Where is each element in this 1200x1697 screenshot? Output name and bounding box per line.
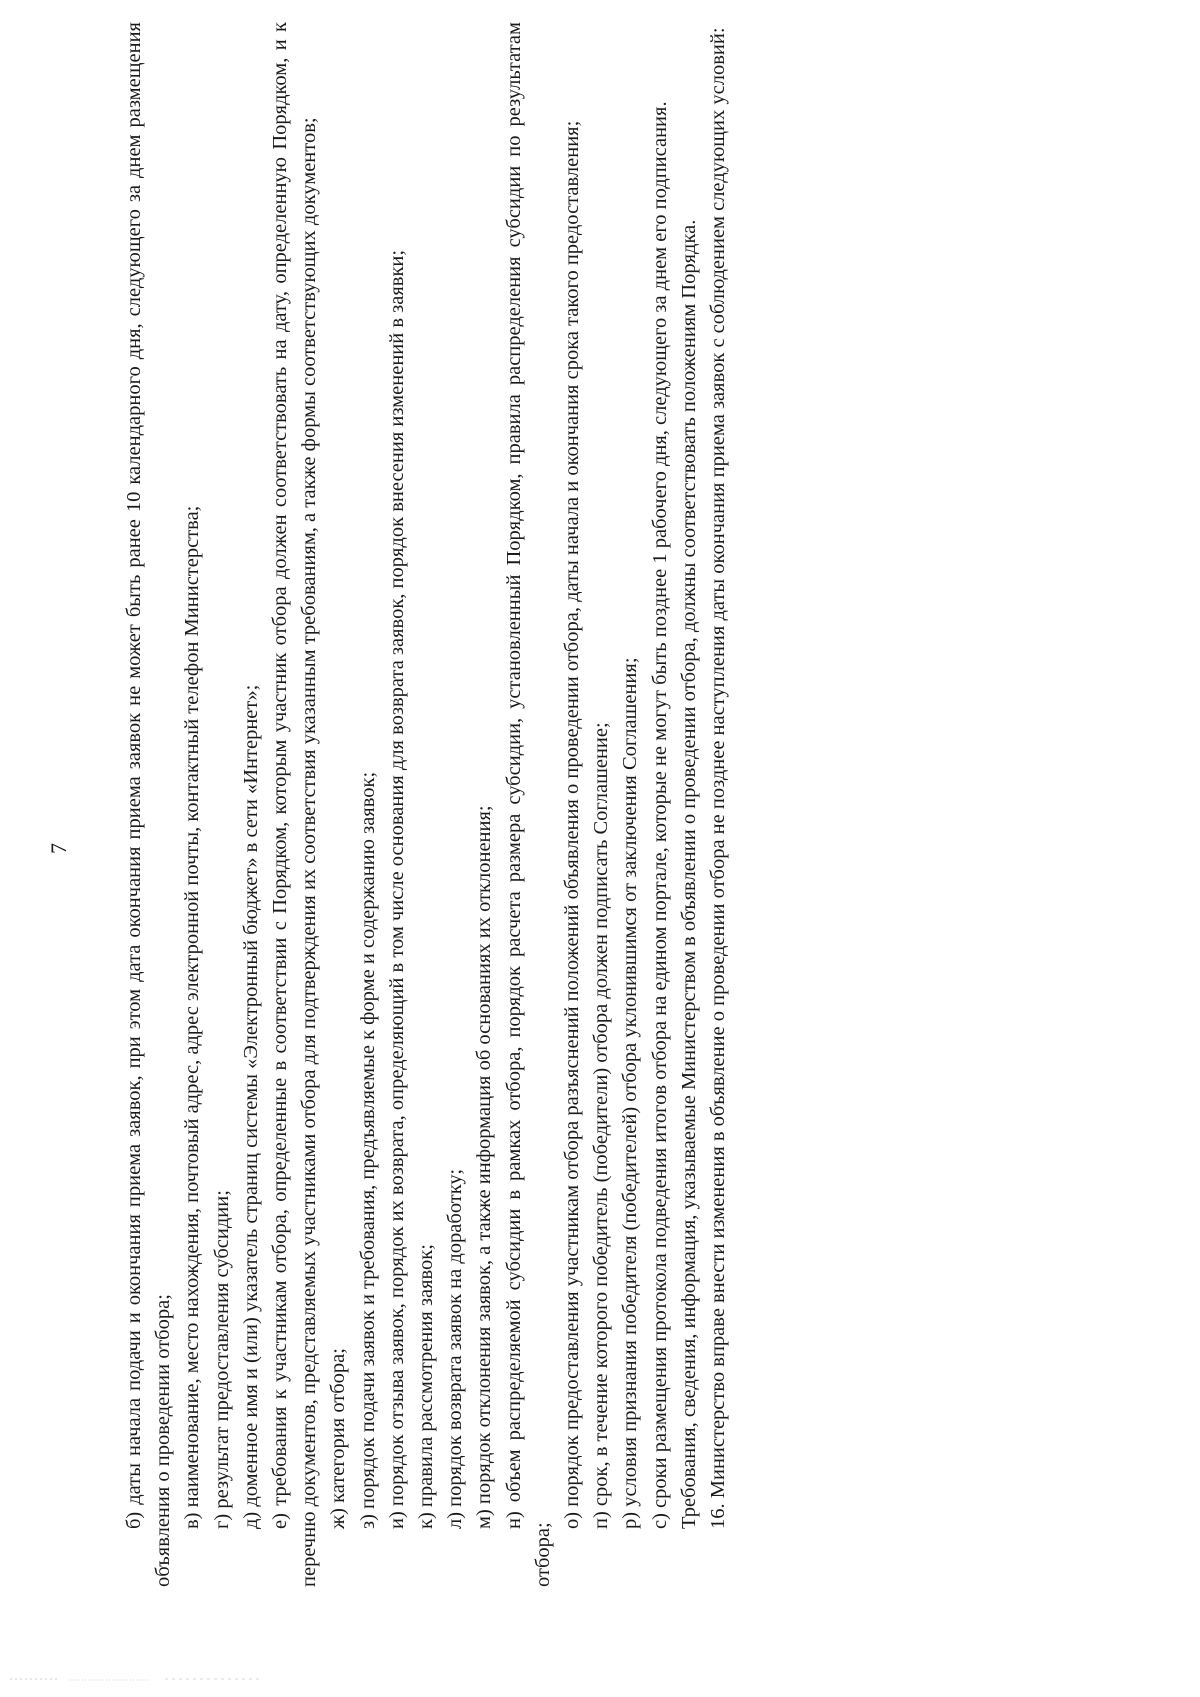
paragraph-k-review-rules: к) правила рассмотрения заявок; [415, 1244, 438, 1529]
paragraph-16-amendments: 16. Министерство вправе внести изменения в объявление о проведении отбора не позднее наступления даты окончания приема заявок с соблюдением следующих условий: [707, 27, 730, 1529]
scan-artifact-marks [0, 1674, 300, 1684]
paragraph-v-ministry-contacts: в) наименование, место нахождения, почтовый адрес, адрес электронной почты, контактный телефон Министерства; [181, 505, 204, 1529]
page-number: 7 [46, 843, 71, 854]
paragraph-z-submission-procedure: з) порядок подачи заявок и требования, предъявляемые к форме и содержанию заявок; [356, 771, 379, 1529]
paragraph-s-protocol-publication: с) сроки размещения протокола подведения итогов отбора на едином портале, которые не могут быть позднее 1 рабочего дня, следующего за днем его подписания. [648, 101, 671, 1529]
paragraph-l-return-for-revision: л) порядок возврата заявок на доработку; [444, 1168, 467, 1529]
paragraph-p-signing-deadline: п) срок, в течение которого победитель (победители) отбора должен подписать Соглашение; [590, 722, 613, 1529]
paragraph-g-subsidy-result: г) результат предоставления субсидии; [210, 1190, 233, 1529]
paragraph-n-subsidy-volume: н) объем распределяемой субсидии в рамках отбора, порядок расчета размера субсидии, установленный Порядком, правила распределения субсидии по результатам отбора; [502, 22, 554, 1587]
document-body [120, 22, 733, 1587]
paragraph-requirements-compliance: Требования, сведения, информация, указываемые Министерством в объявлении о проведении отбора, должны соответствовать положениям Порядка. [677, 219, 700, 1529]
paragraph-m-rejection-procedure: м) порядок отклонения заявок, а также информация об основаниях их отклонения; [473, 805, 496, 1529]
paragraph-b-dates: б) даты начала подачи и окончания приема заявок, при этом дата окончания приема заявок не может быть ранее 10 календарного дня, следующего за днем размещения объявления о проведении отбора; [123, 22, 175, 1587]
paragraph-zh-selection-category: ж) категория отбора; [327, 1348, 350, 1529]
paragraph-r-evasion-conditions: р) условия признания победителя (победителей) отбора уклонившимся от заключения Соглашения; [619, 657, 642, 1529]
paragraph-o-clarifications: о) порядок предоставления участникам отбора разъяснений положений объявления о проведении отбора, даты начала и окончания срока такого предоставления; [561, 120, 584, 1529]
paragraph-e-participant-requirements: е) требования к участникам отбора, определенные в соответствии с Порядком, которым участник отбора должен соответствовать на дату, определенную Порядком, и к перечню документов, представляемых участниками отбора для подтверждения их соответствия указанным требованиям, а также формы соответствующих документов; [269, 22, 321, 1587]
paragraph-i-withdrawal-procedure: и) порядок отзыва заявок, порядок их возврата, определяющий в том числе основания для возврата заявок, порядок внесения изменений в заявки; [385, 249, 408, 1529]
paragraph-d-domain-name: д) доменное имя и (или) указатель страниц системы «Электронный бюджет» в сети «Интернет»; [239, 684, 262, 1529]
